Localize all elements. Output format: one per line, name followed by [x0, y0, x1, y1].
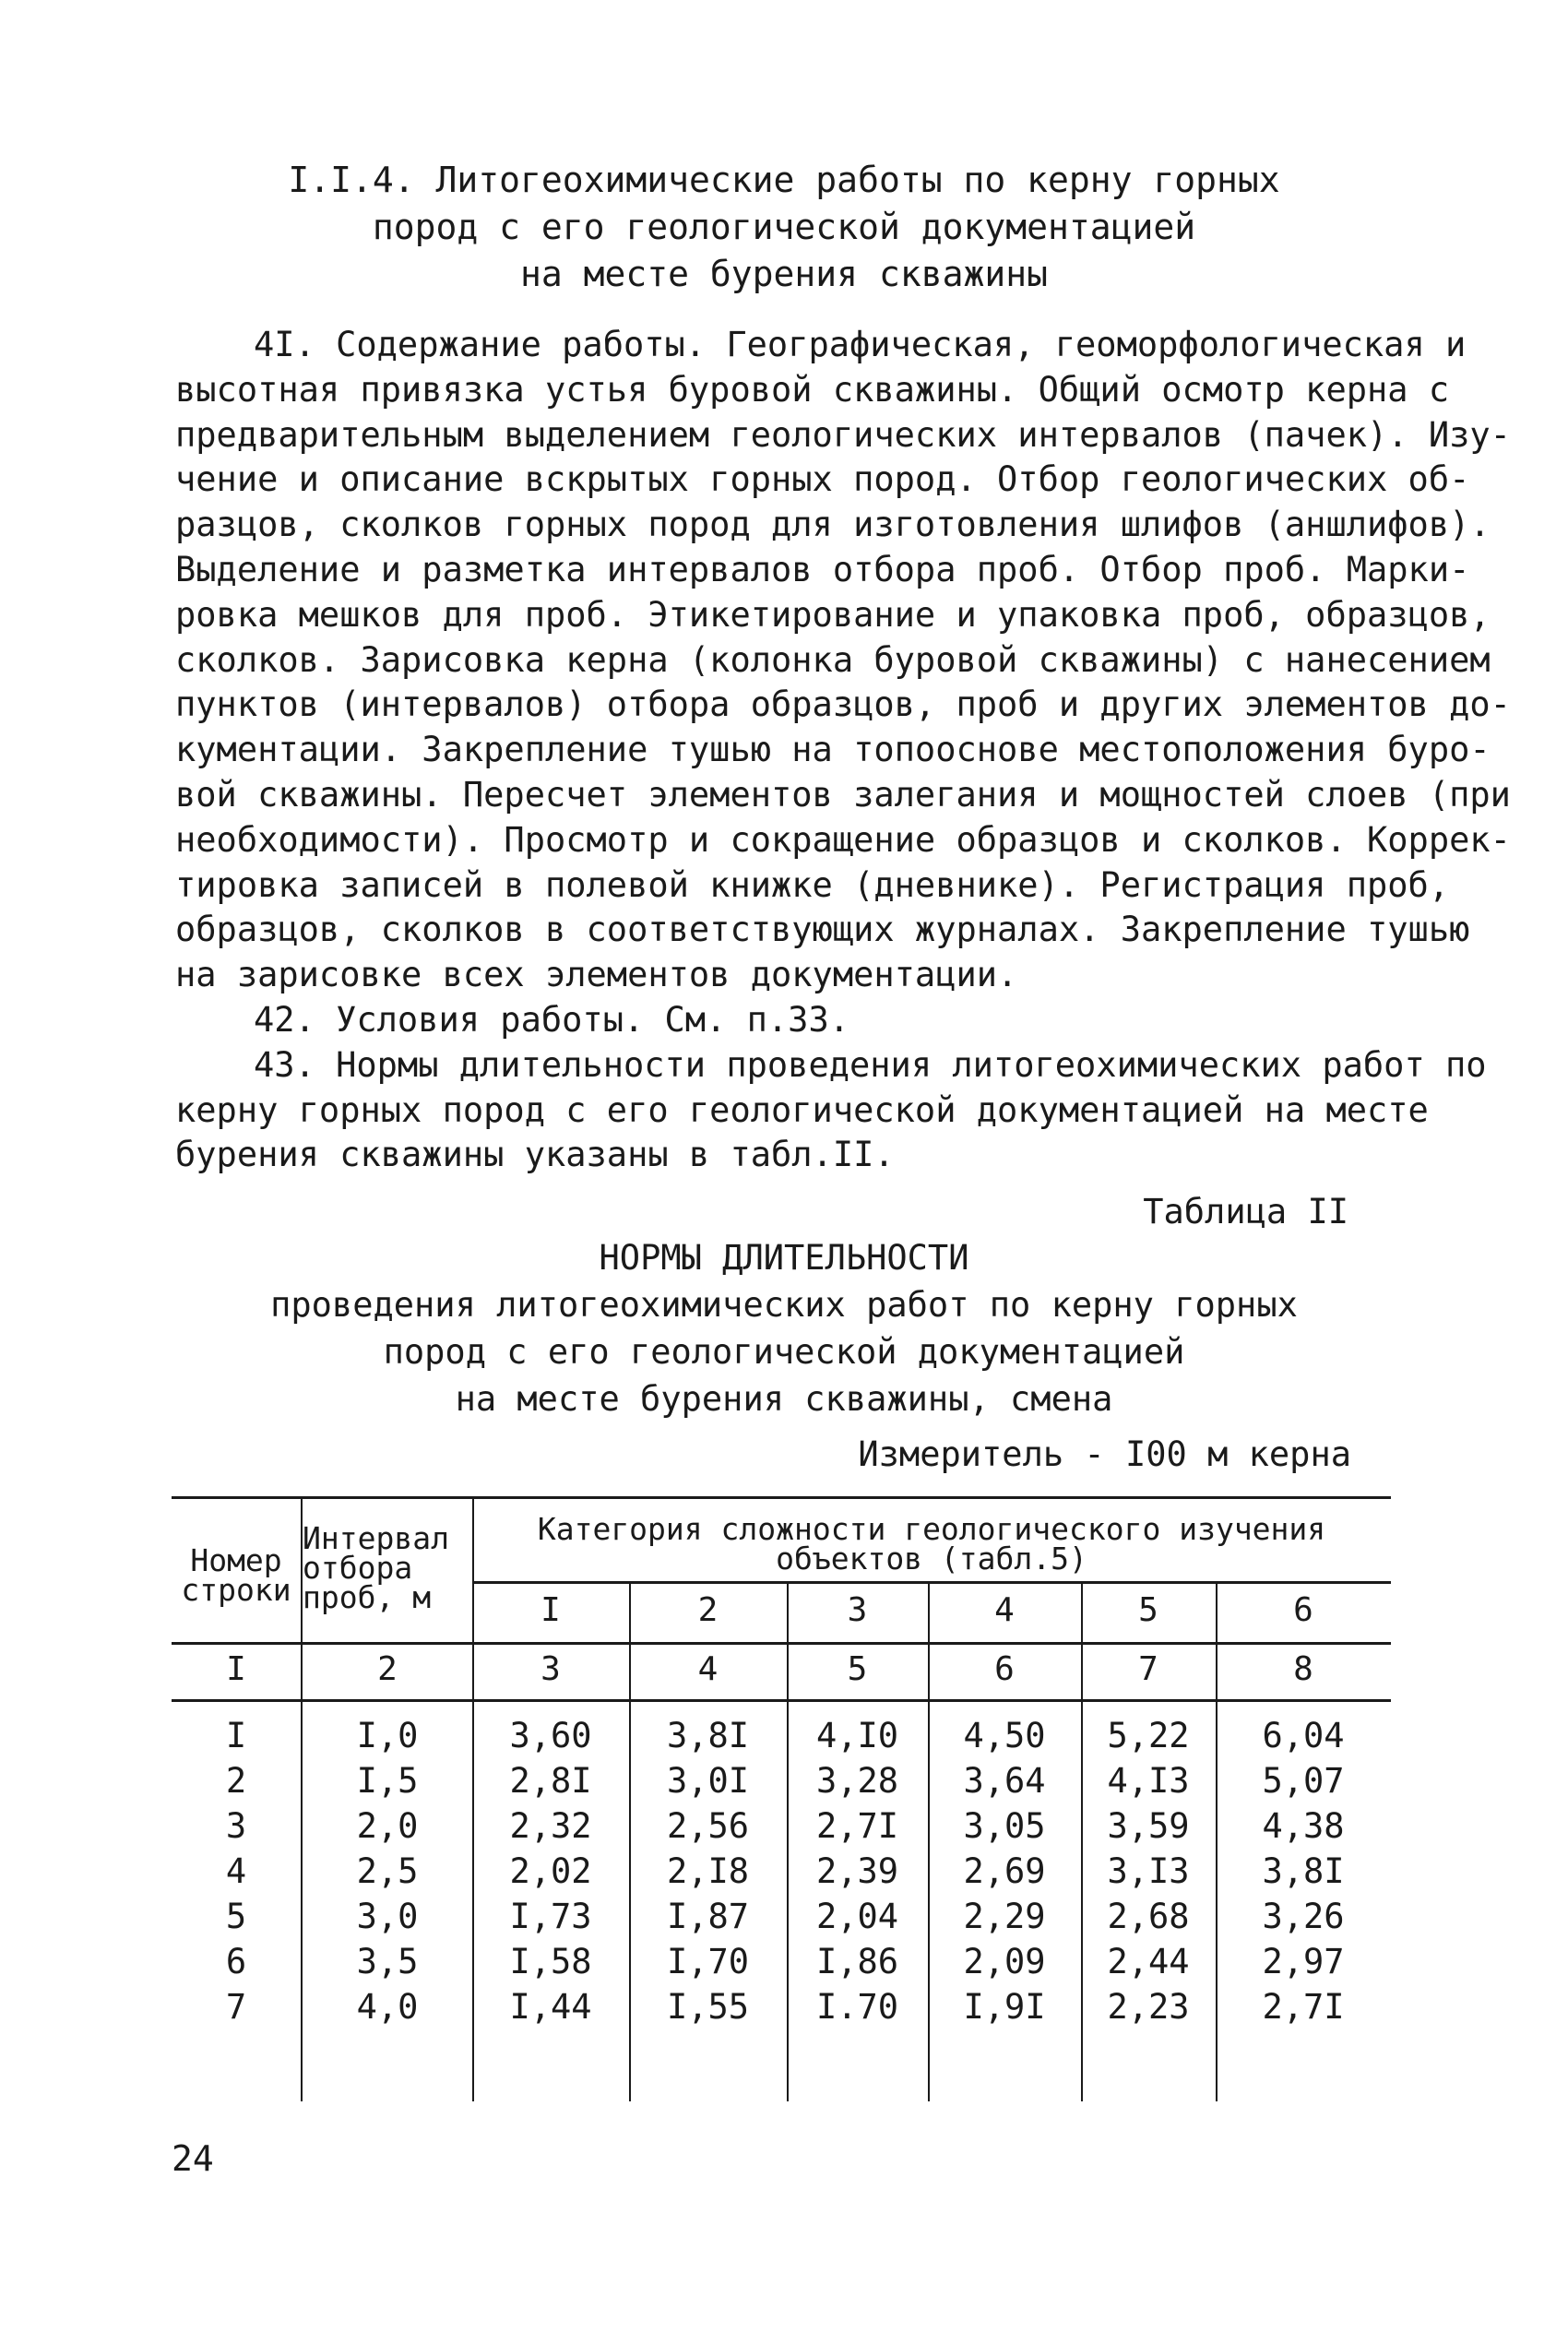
interval-cell: I,0 [356, 1716, 419, 1755]
section-heading-line: I.I.4. Литогеохимические работы по керну горных [288, 160, 1280, 200]
paragraph-41-line: предварительным выделением геологических интервалов (пачек). Изу- [175, 414, 1511, 455]
interval-cell: 2,5 [356, 1851, 419, 1891]
norm-value-cell: 4,50 [963, 1716, 1046, 1755]
category-rule [472, 1581, 1391, 1584]
norm-value-cell: 3,64 [963, 1761, 1046, 1801]
norm-value-cell: 3,05 [963, 1806, 1046, 1846]
norm-value-cell: 3,0I [666, 1761, 750, 1801]
paragraph-43-line: 43. Нормы длительности проведения литогеохимических работ по [254, 1044, 1487, 1085]
norm-value-cell: 2,23 [1107, 1987, 1190, 2027]
norm-value-cell: I,55 [666, 1987, 750, 2027]
paragraph-41-line: пунктов (интервалов) отбора образцов, проб и других элементов до- [175, 684, 1511, 725]
header-category [472, 1511, 1391, 1576]
column-number: 8 [1293, 1650, 1313, 1688]
header-line: строки [181, 1572, 291, 1608]
norm-value-cell: I,87 [666, 1897, 750, 1936]
table-title-line: проведения литогеохимических работ по керну горных [270, 1285, 1298, 1325]
norm-value-cell: I,70 [666, 1942, 750, 1981]
row-number-cell: 4 [225, 1851, 247, 1891]
column-numbers-rule [172, 1699, 1391, 1702]
norm-value-cell: 2,44 [1107, 1942, 1190, 1981]
norm-value-cell: I,73 [509, 1897, 592, 1936]
paragraph-43-line: бурения скважины указаны в табл.II. [175, 1135, 895, 1175]
header-line: Номер [190, 1542, 282, 1578]
category-header: I [540, 1591, 561, 1629]
header-line: отбора [303, 1550, 413, 1586]
norms-table [172, 1496, 1391, 2101]
norm-value-cell: 2,04 [815, 1897, 899, 1936]
norm-value-cell: 4,I0 [815, 1716, 899, 1755]
section-heading [0, 157, 1568, 298]
norm-value-cell: 5,22 [1107, 1716, 1190, 1755]
interval-cell: 4,0 [356, 1987, 419, 2027]
norm-value-cell: 2,56 [666, 1806, 750, 1846]
interval-cell: 2,0 [356, 1806, 419, 1846]
norm-value-cell: 3,26 [1262, 1897, 1345, 1936]
norm-value-cell: 2,09 [963, 1942, 1046, 1981]
norm-value-cell: 4,38 [1262, 1806, 1345, 1846]
row-number-cell: 3 [225, 1806, 247, 1846]
units-label: Измеритель - I00 м керна [858, 1434, 1351, 1474]
paragraph-41-line: кументации. Закрепление тушью на топооснове местоположения буро- [175, 730, 1491, 770]
column-number: I [226, 1650, 246, 1688]
norm-value-cell: 2,29 [963, 1897, 1046, 1936]
column-number: 5 [847, 1650, 868, 1688]
paragraph-41-line: чение и описание вскрытых горных пород. Отбор геологических об- [175, 459, 1470, 500]
norm-value-cell: I,44 [509, 1987, 592, 2027]
paragraph-41-line: разцов, сколков горных пород для изготовления шлифов (аншлифов). [175, 505, 1491, 545]
interval-cell: 3,5 [356, 1942, 419, 1981]
norm-value-cell: 2,39 [815, 1851, 899, 1891]
paragraph-41-line: высотная привязка устья буровой скважины. Общий осмотр керна с [175, 369, 1450, 410]
table-label: Таблица II [1143, 1192, 1348, 1231]
norm-value-cell: I,9I [963, 1987, 1046, 2027]
paragraph-41-line: сколков. Зарисовка керна (колонка буровой скважины) с нанесением [175, 639, 1491, 680]
category-header: 2 [697, 1591, 719, 1629]
norm-value-cell: 3,59 [1107, 1806, 1190, 1846]
norm-value-cell: 5,07 [1262, 1761, 1345, 1801]
interval-cell: I,5 [356, 1761, 419, 1801]
paragraph-42: 42. Условия работы. См. п.33. [254, 999, 850, 1040]
column-number: 4 [697, 1650, 719, 1688]
norm-value-cell: 2,8I [509, 1761, 592, 1801]
norm-value-cell: 3,60 [509, 1716, 592, 1755]
category-header: 5 [1138, 1591, 1158, 1629]
category-header: 4 [994, 1591, 1015, 1629]
norm-value-cell: 3,I3 [1107, 1851, 1190, 1891]
table-title-line: пород с его геологической документацией [383, 1332, 1185, 1372]
row-number-cell: 2 [225, 1761, 247, 1801]
table-top-rule [172, 1496, 1391, 1499]
column-number: 6 [994, 1650, 1015, 1688]
norm-value-cell: I.70 [815, 1987, 899, 2027]
header-line: объектов (табл.5) [776, 1541, 1087, 1576]
interval-cell: 3,0 [356, 1897, 419, 1936]
norm-value-cell: 2,02 [509, 1851, 592, 1891]
paragraph-41-line: необходимости). Просмотр и сокращение образцов и сколков. Коррек- [175, 819, 1511, 860]
category-header: 6 [1293, 1591, 1313, 1629]
norm-value-cell: 2,32 [509, 1806, 592, 1846]
paragraph-41-line: тировка записей в полевой книжке (дневнике). Регистрация проб, [175, 864, 1450, 905]
row-number-cell: 6 [225, 1942, 247, 1981]
body-text [175, 323, 1511, 1178]
norm-value-cell: 3,8I [1262, 1851, 1345, 1891]
header-line: проб, м [303, 1579, 432, 1615]
category-header: 3 [847, 1591, 868, 1629]
norm-value-cell: 2,97 [1262, 1942, 1345, 1981]
paragraph-41-line: 4I. Содержание работы. Географическая, геоморфологическая и [254, 325, 1467, 364]
paragraph-41-line: на зарисовке всех элементов документации. [175, 955, 1018, 995]
paragraph-41-line: вой скважины. Пересчет элементов залегания и мощностей слоев (при [175, 774, 1511, 815]
norm-value-cell: 2,I8 [666, 1851, 750, 1891]
paragraph-41-line: ровка мешков для проб. Этикетирование и упаковка проб, образцов, [175, 594, 1491, 635]
section-heading-line: на месте бурения скважины [520, 254, 1048, 294]
norm-value-cell: 3,8I [666, 1716, 750, 1755]
column-number: 2 [377, 1650, 398, 1688]
norm-value-cell: 2,69 [963, 1851, 1046, 1891]
paragraph-41-line: образцов, сколков в соответствующих журналах. Закрепление тушью [175, 910, 1470, 950]
norm-value-cell: I,58 [509, 1942, 592, 1981]
row-number-cell: 7 [225, 1987, 247, 2027]
table-title-line: на месте бурения скважины, смена [455, 1379, 1113, 1419]
norm-value-cell: 2,7I [1262, 1987, 1345, 2027]
header-row-number [172, 1542, 301, 1608]
norm-value-cell: 3,28 [815, 1761, 899, 1801]
table-title-line: НОРМЫ ДЛИТЕЛЬНОСТИ [599, 1238, 969, 1278]
column-number: 3 [540, 1650, 561, 1688]
section-heading-line: пород с его геологической документацией [372, 207, 1196, 247]
row-number-cell: 5 [225, 1897, 247, 1936]
header-line: Интервал [303, 1520, 449, 1556]
norm-value-cell: 2,7I [815, 1806, 899, 1846]
norm-value-cell: 4,I3 [1107, 1761, 1190, 1801]
page-number: 24 [172, 2138, 214, 2179]
norm-value-cell: I,86 [815, 1942, 899, 1981]
paragraph-41-line: Выделение и разметка интервалов отбора проб. Отбор проб. Марки- [175, 549, 1470, 589]
header-interval [303, 1520, 472, 1615]
paragraph-43-line: керну горных пород с его геологической документацией на месте [175, 1089, 1429, 1130]
table-title [0, 1234, 1568, 1422]
column-number: 7 [1138, 1650, 1158, 1688]
header-line: Категория сложности геологического изучения [537, 1511, 1326, 1547]
row-number-cell: I [225, 1716, 247, 1755]
header-bottom-rule [172, 1642, 1391, 1645]
norm-value-cell: 6,04 [1262, 1716, 1345, 1755]
norm-value-cell: 2,68 [1107, 1897, 1190, 1936]
